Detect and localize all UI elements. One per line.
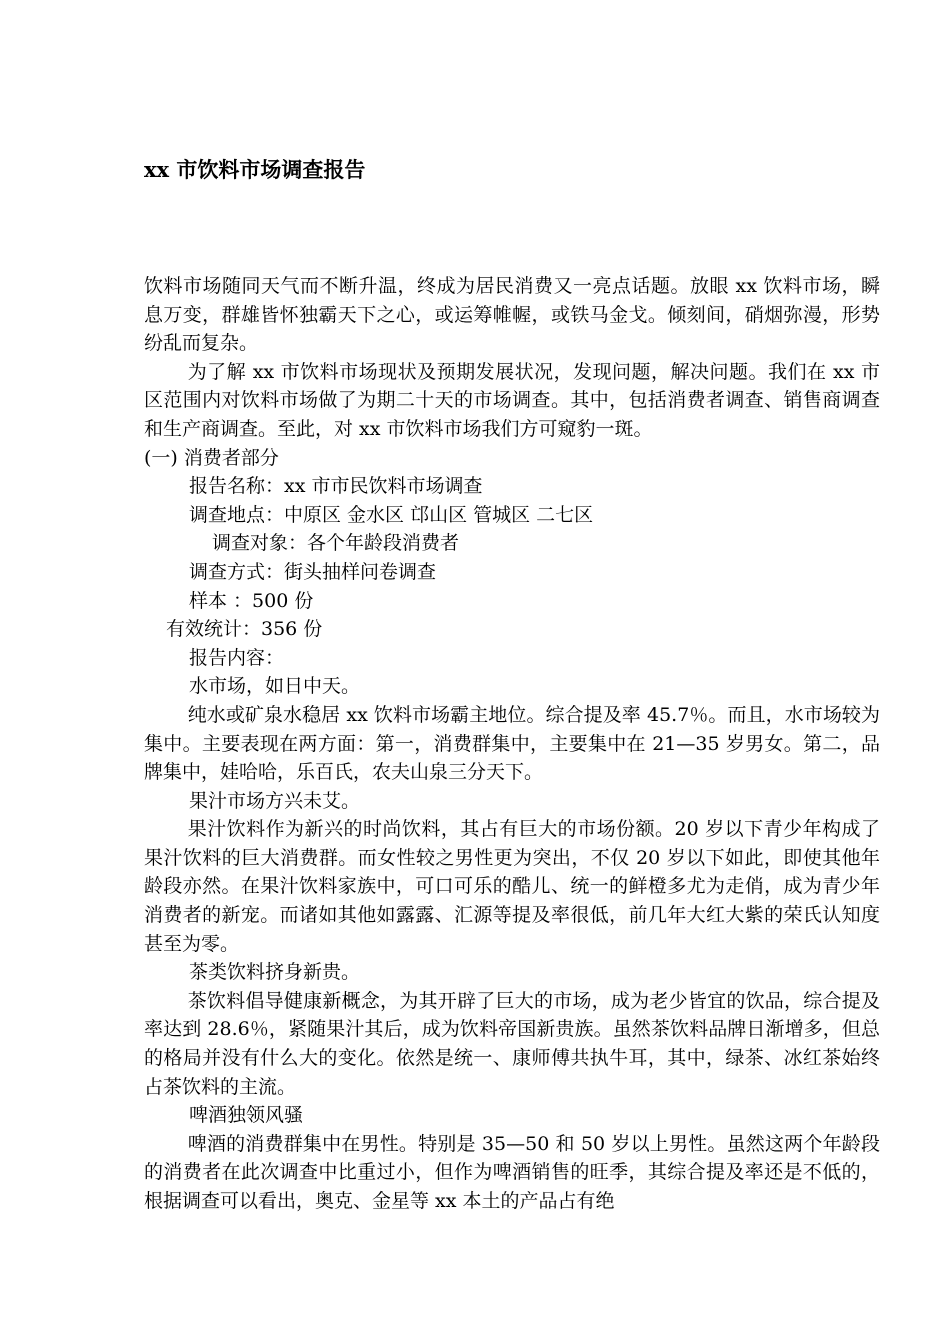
survey-target: 调查对象：各个年龄段消费者 <box>212 532 460 555</box>
survey-location: 调查地点：中原区 金水区 邙山区 管城区 二七区 <box>189 503 594 526</box>
water-paragraph: 纯水或矿泉水稳居 xx 饮料市场霸主地位。综合提及率 45.7％。而且，水市场较为集中。主要表现在两方面：第一，消费群集中，主要集中在 21—35 岁男女。第二，品牌集中，娃哈哈，乐百氏，农夫山泉三分天下。 <box>144 703 880 784</box>
beer-heading: 啤酒独领风骚 <box>189 1104 304 1127</box>
tea-heading: 茶类饮料挤身新贵。 <box>189 961 361 984</box>
purpose-paragraph: 为了解 xx 市饮料市场现状及预期发展状况，发现问题，解决问题。我们在 xx 市区范围内对饮料市场做了为期二十天的市场调查。其中，包括消费者调查、销售商调查和生产商调查。至此，对 xx 市饮料市场我们方可窥豹一斑。 <box>144 360 880 440</box>
document-title: xx 市饮料市场调查报告 <box>144 157 366 182</box>
document-body <box>144 272 880 1216</box>
report-content-label: 报告内容： <box>189 646 285 669</box>
juice-heading: 果汁市场方兴未艾。 <box>189 789 361 812</box>
tea-paragraph: 茶饮料倡导健康新概念，为其开辟了巨大的市场，成为老少皆宜的饮品，综合提及率达到 28.6％，紧随果汁其后，成为饮料帝国新贵族。虽然茶饮料品牌日渐增多，但总的格局并没有什么大的变化。依然是统一、康师傅共执牛耳，其中，绿茶、冰红茶始终占茶饮料的主流。 <box>144 989 880 1098</box>
beer-paragraph: 啤酒的消费群集中在男性。特别是 35—50 和 50 岁以上男性。虽然这两个年龄段的消费者在此次调查中比重过小，但作为啤酒销售的旺季，其综合提及率还是不低的，根据调查可以看出，奥克、金星等 xx 本土的产品占有绝 <box>144 1132 880 1212</box>
sample-size: 样本 ：500 份 <box>189 589 314 612</box>
survey-method: 调查方式：街头抽样问卷调查 <box>189 560 437 583</box>
intro-paragraph: 饮料市场随同天气而不断升温，终成为居民消费又一亮点话题。放眼 xx 饮料市场，瞬息万变，群雄皆怀独霸天下之心，或运筹帷幄，或铁马金戈。倾刻间，硝烟弥漫，形势纷乱而复杂。 <box>144 275 880 355</box>
section-heading: (一) 消费者部分 <box>144 446 279 469</box>
water-heading: 水市场，如日中天。 <box>189 675 361 698</box>
report-name: 报告名称：xx 市市民饮料市场调查 <box>189 475 483 498</box>
valid-count: 有效统计：356 份 <box>166 618 323 641</box>
juice-paragraph: 果汁饮料作为新兴的时尚饮料，其占有巨大的市场份额。20 岁以下青少年构成了果汁饮料的巨大消费群。而女性较之男性更为突出，不仅 20 岁以下如此，即使其他年龄段亦然。在果汁饮料家族中，可口可乐的酷儿、统一的鲜橙多尤为走俏，成为青少年消费者的新宠。而诸如其他如露露、汇源等提及率很低，前几年大红大紫的荣氏认知度甚至为零。 <box>144 818 880 955</box>
